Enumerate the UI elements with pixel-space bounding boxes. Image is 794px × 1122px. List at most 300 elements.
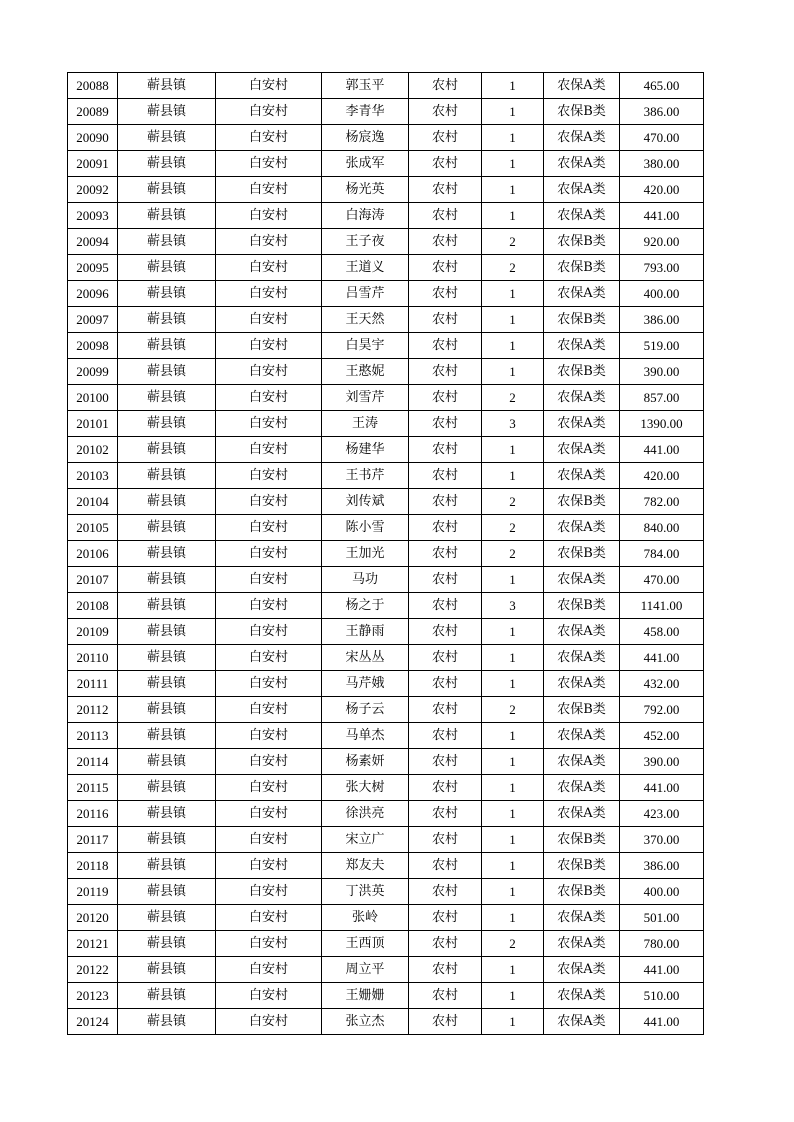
person-name-cell: 杨素妍 <box>322 749 409 775</box>
table-row <box>68 541 704 567</box>
village-name-cell: 白安村 <box>216 281 322 307</box>
record-id-cell: 20114 <box>68 749 118 775</box>
residence-type-cell: 农村 <box>409 775 482 801</box>
insurance-category-cell: 农保A类 <box>544 333 620 359</box>
insurance-category-cell: 农保A类 <box>544 125 620 151</box>
roster-table <box>67 72 704 1035</box>
record-id-cell: 20088 <box>68 73 118 99</box>
residence-type-cell: 农村 <box>409 73 482 99</box>
record-id-cell: 20101 <box>68 411 118 437</box>
household-count-cell: 1 <box>482 281 544 307</box>
amount-cell: 857.00 <box>620 385 704 411</box>
table-row <box>68 437 704 463</box>
record-id-cell: 20106 <box>68 541 118 567</box>
insurance-category-cell: 农保B类 <box>544 489 620 515</box>
amount-cell: 386.00 <box>620 853 704 879</box>
person-name-cell: 王子夜 <box>322 229 409 255</box>
amount-cell: 780.00 <box>620 931 704 957</box>
residence-type-cell: 农村 <box>409 853 482 879</box>
record-id-cell: 20107 <box>68 567 118 593</box>
village-name-cell: 白安村 <box>216 879 322 905</box>
table-row <box>68 801 704 827</box>
record-id-cell: 20115 <box>68 775 118 801</box>
record-id-cell: 20121 <box>68 931 118 957</box>
residence-type-cell: 农村 <box>409 489 482 515</box>
table-row <box>68 99 704 125</box>
household-count-cell: 2 <box>482 541 544 567</box>
record-id-cell: 20089 <box>68 99 118 125</box>
residence-type-cell: 农村 <box>409 671 482 697</box>
household-count-cell: 1 <box>482 801 544 827</box>
residence-type-cell: 农村 <box>409 749 482 775</box>
amount-cell: 400.00 <box>620 879 704 905</box>
amount-cell: 441.00 <box>620 1009 704 1035</box>
insurance-category-cell: 农保B类 <box>544 229 620 255</box>
household-count-cell: 1 <box>482 1009 544 1035</box>
insurance-category-cell: 农保B类 <box>544 255 620 281</box>
village-name-cell: 白安村 <box>216 255 322 281</box>
amount-cell: 441.00 <box>620 437 704 463</box>
household-count-cell: 1 <box>482 307 544 333</box>
amount-cell: 792.00 <box>620 697 704 723</box>
record-id-cell: 20093 <box>68 203 118 229</box>
amount-cell: 380.00 <box>620 151 704 177</box>
household-count-cell: 1 <box>482 177 544 203</box>
town-name-cell: 蕲县镇 <box>118 437 216 463</box>
person-name-cell: 丁洪英 <box>322 879 409 905</box>
person-name-cell: 李青华 <box>322 99 409 125</box>
residence-type-cell: 农村 <box>409 1009 482 1035</box>
table-row <box>68 905 704 931</box>
amount-cell: 441.00 <box>620 957 704 983</box>
amount-cell: 420.00 <box>620 463 704 489</box>
insurance-category-cell: 农保B类 <box>544 99 620 125</box>
village-name-cell: 白安村 <box>216 307 322 333</box>
table-row <box>68 957 704 983</box>
village-name-cell: 白安村 <box>216 177 322 203</box>
table-row <box>68 723 704 749</box>
record-id-cell: 20112 <box>68 697 118 723</box>
table-row <box>68 567 704 593</box>
household-count-cell: 1 <box>482 567 544 593</box>
table-row <box>68 411 704 437</box>
record-id-cell: 20095 <box>68 255 118 281</box>
person-name-cell: 杨之于 <box>322 593 409 619</box>
village-name-cell: 白安村 <box>216 333 322 359</box>
village-name-cell: 白安村 <box>216 645 322 671</box>
household-count-cell: 2 <box>482 931 544 957</box>
insurance-category-cell: 农保B类 <box>544 879 620 905</box>
roster-body <box>68 73 704 1035</box>
insurance-category-cell: 农保A类 <box>544 463 620 489</box>
amount-cell: 400.00 <box>620 281 704 307</box>
person-name-cell: 王书芹 <box>322 463 409 489</box>
village-name-cell: 白安村 <box>216 229 322 255</box>
residence-type-cell: 农村 <box>409 983 482 1009</box>
village-name-cell: 白安村 <box>216 437 322 463</box>
residence-type-cell: 农村 <box>409 697 482 723</box>
household-count-cell: 2 <box>482 255 544 281</box>
amount-cell: 390.00 <box>620 749 704 775</box>
record-id-cell: 20116 <box>68 801 118 827</box>
household-count-cell: 2 <box>482 489 544 515</box>
table-row <box>68 1009 704 1035</box>
insurance-category-cell: 农保A类 <box>544 151 620 177</box>
residence-type-cell: 农村 <box>409 385 482 411</box>
village-name-cell: 白安村 <box>216 697 322 723</box>
village-name-cell: 白安村 <box>216 749 322 775</box>
amount-cell: 386.00 <box>620 307 704 333</box>
person-name-cell: 王西顶 <box>322 931 409 957</box>
village-name-cell: 白安村 <box>216 151 322 177</box>
record-id-cell: 20122 <box>68 957 118 983</box>
residence-type-cell: 农村 <box>409 125 482 151</box>
household-count-cell: 1 <box>482 99 544 125</box>
insurance-category-cell: 农保B类 <box>544 697 620 723</box>
village-name-cell: 白安村 <box>216 957 322 983</box>
insurance-category-cell: 农保B类 <box>544 853 620 879</box>
residence-type-cell: 农村 <box>409 593 482 619</box>
person-name-cell: 王憨妮 <box>322 359 409 385</box>
town-name-cell: 蕲县镇 <box>118 671 216 697</box>
table-row <box>68 333 704 359</box>
record-id-cell: 20109 <box>68 619 118 645</box>
person-name-cell: 王姗姗 <box>322 983 409 1009</box>
town-name-cell: 蕲县镇 <box>118 333 216 359</box>
town-name-cell: 蕲县镇 <box>118 853 216 879</box>
village-name-cell: 白安村 <box>216 671 322 697</box>
residence-type-cell: 农村 <box>409 229 482 255</box>
record-id-cell: 20091 <box>68 151 118 177</box>
insurance-category-cell: 农保A类 <box>544 385 620 411</box>
residence-type-cell: 农村 <box>409 359 482 385</box>
record-id-cell: 20092 <box>68 177 118 203</box>
household-count-cell: 1 <box>482 827 544 853</box>
record-id-cell: 20102 <box>68 437 118 463</box>
village-name-cell: 白安村 <box>216 593 322 619</box>
town-name-cell: 蕲县镇 <box>118 593 216 619</box>
table-row <box>68 359 704 385</box>
town-name-cell: 蕲县镇 <box>118 931 216 957</box>
person-name-cell: 杨子云 <box>322 697 409 723</box>
village-name-cell: 白安村 <box>216 723 322 749</box>
household-count-cell: 1 <box>482 645 544 671</box>
town-name-cell: 蕲县镇 <box>118 489 216 515</box>
village-name-cell: 白安村 <box>216 463 322 489</box>
village-name-cell: 白安村 <box>216 905 322 931</box>
person-name-cell: 王加光 <box>322 541 409 567</box>
person-name-cell: 白海涛 <box>322 203 409 229</box>
amount-cell: 441.00 <box>620 203 704 229</box>
person-name-cell: 王天然 <box>322 307 409 333</box>
person-name-cell: 杨宸逸 <box>322 125 409 151</box>
table-row <box>68 281 704 307</box>
residence-type-cell: 农村 <box>409 645 482 671</box>
table-row <box>68 73 704 99</box>
person-name-cell: 白昊宇 <box>322 333 409 359</box>
record-id-cell: 20113 <box>68 723 118 749</box>
household-count-cell: 3 <box>482 411 544 437</box>
table-row <box>68 463 704 489</box>
insurance-category-cell: 农保A类 <box>544 723 620 749</box>
amount-cell: 423.00 <box>620 801 704 827</box>
residence-type-cell: 农村 <box>409 411 482 437</box>
town-name-cell: 蕲县镇 <box>118 177 216 203</box>
record-id-cell: 20099 <box>68 359 118 385</box>
village-name-cell: 白安村 <box>216 99 322 125</box>
insurance-category-cell: 农保A类 <box>544 671 620 697</box>
person-name-cell: 张成军 <box>322 151 409 177</box>
insurance-category-cell: 农保A类 <box>544 437 620 463</box>
record-id-cell: 20118 <box>68 853 118 879</box>
insurance-category-cell: 农保B类 <box>544 307 620 333</box>
residence-type-cell: 农村 <box>409 619 482 645</box>
residence-type-cell: 农村 <box>409 463 482 489</box>
insurance-category-cell: 农保A类 <box>544 411 620 437</box>
person-name-cell: 马芹娥 <box>322 671 409 697</box>
insurance-category-cell: 农保A类 <box>544 749 620 775</box>
table-row <box>68 203 704 229</box>
amount-cell: 470.00 <box>620 125 704 151</box>
village-name-cell: 白安村 <box>216 203 322 229</box>
village-name-cell: 白安村 <box>216 73 322 99</box>
person-name-cell: 宋丛丛 <box>322 645 409 671</box>
household-count-cell: 1 <box>482 437 544 463</box>
record-id-cell: 20096 <box>68 281 118 307</box>
insurance-category-cell: 农保A类 <box>544 983 620 1009</box>
town-name-cell: 蕲县镇 <box>118 645 216 671</box>
household-count-cell: 1 <box>482 203 544 229</box>
residence-type-cell: 农村 <box>409 905 482 931</box>
amount-cell: 432.00 <box>620 671 704 697</box>
town-name-cell: 蕲县镇 <box>118 957 216 983</box>
village-name-cell: 白安村 <box>216 567 322 593</box>
table-row <box>68 125 704 151</box>
town-name-cell: 蕲县镇 <box>118 1009 216 1035</box>
record-id-cell: 20117 <box>68 827 118 853</box>
table-row <box>68 931 704 957</box>
household-count-cell: 1 <box>482 853 544 879</box>
town-name-cell: 蕲县镇 <box>118 125 216 151</box>
household-count-cell: 1 <box>482 879 544 905</box>
insurance-category-cell: 农保A类 <box>544 1009 620 1035</box>
residence-type-cell: 农村 <box>409 957 482 983</box>
household-count-cell: 1 <box>482 957 544 983</box>
town-name-cell: 蕲县镇 <box>118 203 216 229</box>
table-row <box>68 697 704 723</box>
amount-cell: 390.00 <box>620 359 704 385</box>
town-name-cell: 蕲县镇 <box>118 697 216 723</box>
village-name-cell: 白安村 <box>216 1009 322 1035</box>
amount-cell: 501.00 <box>620 905 704 931</box>
household-count-cell: 1 <box>482 359 544 385</box>
person-name-cell: 郑友夫 <box>322 853 409 879</box>
town-name-cell: 蕲县镇 <box>118 307 216 333</box>
town-name-cell: 蕲县镇 <box>118 151 216 177</box>
insurance-category-cell: 农保A类 <box>544 73 620 99</box>
amount-cell: 470.00 <box>620 567 704 593</box>
household-count-cell: 1 <box>482 125 544 151</box>
person-name-cell: 刘雪芹 <box>322 385 409 411</box>
table-row <box>68 489 704 515</box>
household-count-cell: 1 <box>482 905 544 931</box>
village-name-cell: 白安村 <box>216 125 322 151</box>
record-id-cell: 20104 <box>68 489 118 515</box>
roster-sheet <box>67 72 703 1035</box>
household-count-cell: 1 <box>482 671 544 697</box>
town-name-cell: 蕲县镇 <box>118 385 216 411</box>
insurance-category-cell: 农保B类 <box>544 541 620 567</box>
household-count-cell: 1 <box>482 151 544 177</box>
town-name-cell: 蕲县镇 <box>118 567 216 593</box>
table-row <box>68 177 704 203</box>
insurance-category-cell: 农保B类 <box>544 359 620 385</box>
residence-type-cell: 农村 <box>409 255 482 281</box>
person-name-cell: 宋立广 <box>322 827 409 853</box>
insurance-category-cell: 农保A类 <box>544 515 620 541</box>
insurance-category-cell: 农保B类 <box>544 593 620 619</box>
village-name-cell: 白安村 <box>216 775 322 801</box>
village-name-cell: 白安村 <box>216 541 322 567</box>
table-row <box>68 515 704 541</box>
household-count-cell: 2 <box>482 515 544 541</box>
table-row <box>68 853 704 879</box>
town-name-cell: 蕲县镇 <box>118 359 216 385</box>
residence-type-cell: 农村 <box>409 541 482 567</box>
record-id-cell: 20124 <box>68 1009 118 1035</box>
record-id-cell: 20097 <box>68 307 118 333</box>
amount-cell: 452.00 <box>620 723 704 749</box>
table-row <box>68 671 704 697</box>
table-row <box>68 385 704 411</box>
amount-cell: 441.00 <box>620 645 704 671</box>
record-id-cell: 20119 <box>68 879 118 905</box>
village-name-cell: 白安村 <box>216 619 322 645</box>
insurance-category-cell: 农保A类 <box>544 775 620 801</box>
person-name-cell: 吕雪芹 <box>322 281 409 307</box>
amount-cell: 793.00 <box>620 255 704 281</box>
person-name-cell: 王涛 <box>322 411 409 437</box>
town-name-cell: 蕲县镇 <box>118 723 216 749</box>
residence-type-cell: 农村 <box>409 281 482 307</box>
town-name-cell: 蕲县镇 <box>118 905 216 931</box>
household-count-cell: 1 <box>482 73 544 99</box>
residence-type-cell: 农村 <box>409 931 482 957</box>
town-name-cell: 蕲县镇 <box>118 775 216 801</box>
insurance-category-cell: 农保A类 <box>544 931 620 957</box>
table-row <box>68 827 704 853</box>
amount-cell: 510.00 <box>620 983 704 1009</box>
person-name-cell: 王道义 <box>322 255 409 281</box>
person-name-cell: 郭玉平 <box>322 73 409 99</box>
person-name-cell: 马单杰 <box>322 723 409 749</box>
insurance-category-cell: 农保B类 <box>544 827 620 853</box>
record-id-cell: 20100 <box>68 385 118 411</box>
record-id-cell: 20108 <box>68 593 118 619</box>
person-name-cell: 陈小雪 <box>322 515 409 541</box>
town-name-cell: 蕲县镇 <box>118 281 216 307</box>
residence-type-cell: 农村 <box>409 151 482 177</box>
person-name-cell: 张大树 <box>322 775 409 801</box>
town-name-cell: 蕲县镇 <box>118 749 216 775</box>
amount-cell: 420.00 <box>620 177 704 203</box>
person-name-cell: 杨建华 <box>322 437 409 463</box>
insurance-category-cell: 农保A类 <box>544 801 620 827</box>
record-id-cell: 20110 <box>68 645 118 671</box>
amount-cell: 441.00 <box>620 775 704 801</box>
household-count-cell: 1 <box>482 983 544 1009</box>
residence-type-cell: 农村 <box>409 567 482 593</box>
household-count-cell: 1 <box>482 749 544 775</box>
residence-type-cell: 农村 <box>409 515 482 541</box>
table-row <box>68 593 704 619</box>
person-name-cell: 马功 <box>322 567 409 593</box>
town-name-cell: 蕲县镇 <box>118 879 216 905</box>
amount-cell: 465.00 <box>620 73 704 99</box>
amount-cell: 370.00 <box>620 827 704 853</box>
household-count-cell: 1 <box>482 723 544 749</box>
insurance-category-cell: 农保A类 <box>544 281 620 307</box>
record-id-cell: 20120 <box>68 905 118 931</box>
person-name-cell: 杨光英 <box>322 177 409 203</box>
village-name-cell: 白安村 <box>216 411 322 437</box>
household-count-cell: 1 <box>482 463 544 489</box>
person-name-cell: 王静雨 <box>322 619 409 645</box>
town-name-cell: 蕲县镇 <box>118 541 216 567</box>
village-name-cell: 白安村 <box>216 385 322 411</box>
amount-cell: 840.00 <box>620 515 704 541</box>
town-name-cell: 蕲县镇 <box>118 255 216 281</box>
insurance-category-cell: 农保A类 <box>544 203 620 229</box>
household-count-cell: 2 <box>482 697 544 723</box>
household-count-cell: 2 <box>482 229 544 255</box>
table-row <box>68 619 704 645</box>
residence-type-cell: 农村 <box>409 307 482 333</box>
insurance-category-cell: 农保A类 <box>544 567 620 593</box>
record-id-cell: 20094 <box>68 229 118 255</box>
residence-type-cell: 农村 <box>409 723 482 749</box>
amount-cell: 920.00 <box>620 229 704 255</box>
household-count-cell: 1 <box>482 619 544 645</box>
record-id-cell: 20090 <box>68 125 118 151</box>
table-row <box>68 983 704 1009</box>
residence-type-cell: 农村 <box>409 827 482 853</box>
amount-cell: 1141.00 <box>620 593 704 619</box>
record-id-cell: 20123 <box>68 983 118 1009</box>
person-name-cell: 张岭 <box>322 905 409 931</box>
amount-cell: 458.00 <box>620 619 704 645</box>
town-name-cell: 蕲县镇 <box>118 801 216 827</box>
village-name-cell: 白安村 <box>216 983 322 1009</box>
table-row <box>68 307 704 333</box>
table-row <box>68 255 704 281</box>
person-name-cell: 周立平 <box>322 957 409 983</box>
record-id-cell: 20103 <box>68 463 118 489</box>
town-name-cell: 蕲县镇 <box>118 515 216 541</box>
village-name-cell: 白安村 <box>216 515 322 541</box>
town-name-cell: 蕲县镇 <box>118 827 216 853</box>
insurance-category-cell: 农保A类 <box>544 957 620 983</box>
insurance-category-cell: 农保A类 <box>544 645 620 671</box>
village-name-cell: 白安村 <box>216 931 322 957</box>
residence-type-cell: 农村 <box>409 203 482 229</box>
table-row <box>68 879 704 905</box>
town-name-cell: 蕲县镇 <box>118 99 216 125</box>
village-name-cell: 白安村 <box>216 489 322 515</box>
insurance-category-cell: 农保A类 <box>544 905 620 931</box>
household-count-cell: 3 <box>482 593 544 619</box>
table-row <box>68 775 704 801</box>
